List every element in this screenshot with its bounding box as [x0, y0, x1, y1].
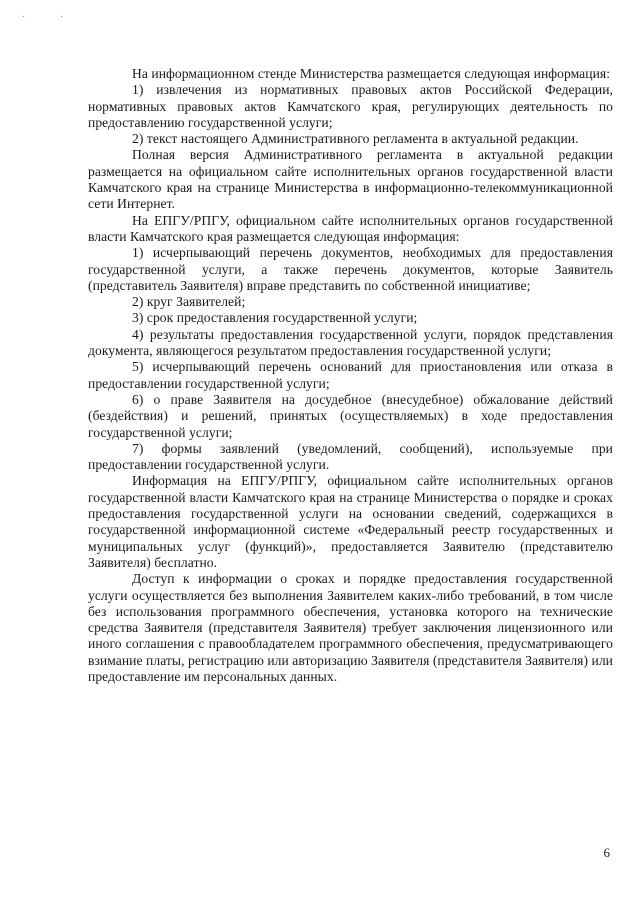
paragraph: Полная версия Административного регламента в актуальной редакции размещается на официальном сайте исполнительных органов государственной власти Камчатского края на странице Министерства в информационно-телекоммуникационной сети Интернет.: [88, 147, 613, 212]
page-number: 6: [603, 845, 610, 860]
paragraph: Доступ к информации о сроках и порядке предоставления государственной услуги осуществляется без выполнения Заявителем каких-либо требований, в том числе без использования программного обеспечения, установка которого на технические средства Заявителя (представителя Заявителя) требует заключения лицензионного или иного соглашения с правообладателем программного обеспечения, предусматривающего взимание платы, регистрацию или авторизацию Заявителя (представителя Заявителя) или предоставление им персональных данных.: [88, 571, 613, 684]
list-item: 4) результаты предоставления государственной услуги, порядок представления документа, являющегося результатом предоставления государственной услуги;: [88, 326, 613, 359]
list-item: 1) исчерпывающий перечень документов, необходимых для предоставления государственной услуги, а также перечень документов, которые Заявитель (представитель Заявителя) вправе представить по собственной инициативе;: [88, 245, 613, 293]
scan-mark: ·: [22, 12, 26, 23]
list-item: 2) круг Заявителей;: [132, 294, 246, 310]
list-item: 6) о праве Заявителя на досудебное (внесудебное) обжалование действий (бездействия) и решений, принятых (осуществляемых) в ходе предоставления государственной услуги;: [88, 391, 613, 440]
scan-mark: ·: [60, 12, 64, 23]
paragraph: Информация на ЕПГУ/РПГУ, официальном сайте исполнительных органов государственной власти Камчатского края на странице Министерства о порядке и сроках предоставления государственной услуги на основании сведений, содержащихся в государственной информационной системе «Федеральный реестр государственных и муниципальных услуг (функций)», предоставляется Заявителю (представителю Заявителя) бесплатно.: [88, 473, 613, 570]
list-item: 5) исчерпывающий перечень оснований для приостановления или отказа в предоставлении государственной услуги;: [88, 359, 613, 391]
list-item: 3) срок предоставления государственной услуги;: [132, 310, 418, 326]
list-item: 2) текст настоящего Административного регламента в актуальной редакции.: [132, 131, 579, 147]
list-item: 7) формы заявлений (уведомлений, сообщений), используемые при предоставлении государственной услуги.: [88, 440, 613, 473]
list-item: 1) извлечения из нормативных правовых актов Российской Федерации, нормативных правовых актов Камчатского края, регулирующих деятельность по предоставлению государственной услуги;: [88, 82, 613, 130]
paragraph: На информационном стенде Министерства размещается следующая информация:: [132, 66, 611, 81]
paragraph: На ЕПГУ/РПГУ, официальном сайте исполнительных органов государственной власти Камчатского края размещается следующая информация:: [88, 212, 613, 244]
